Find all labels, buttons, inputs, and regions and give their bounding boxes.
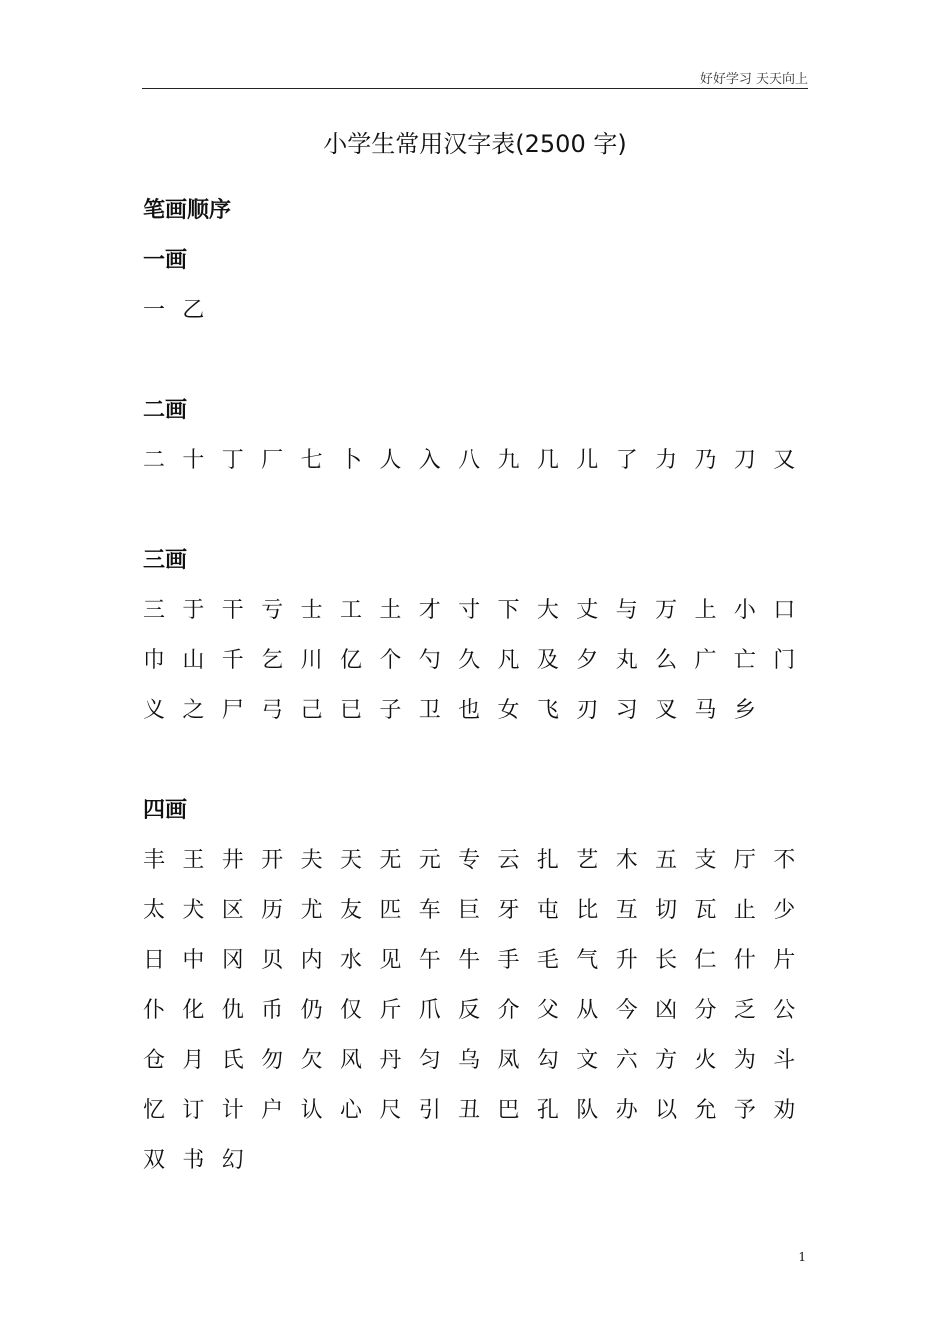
stroke-group (143, 236, 813, 336)
character: 二 (143, 448, 166, 473)
character: 凶 (655, 998, 678, 1023)
character: 书 (182, 1148, 205, 1173)
character: 大 (536, 598, 559, 623)
character: 广 (694, 648, 717, 673)
character: 片 (773, 948, 796, 973)
character: 友 (339, 898, 362, 923)
character: 贝 (261, 948, 284, 973)
character: 个 (379, 648, 402, 673)
character: 刀 (733, 448, 756, 473)
character: 犬 (182, 898, 205, 923)
character: 女 (497, 698, 520, 723)
character: 幻 (221, 1148, 244, 1173)
character: 公 (773, 998, 796, 1023)
character: 云 (497, 848, 520, 873)
character: 币 (261, 998, 284, 1023)
group-heading: 三画 (143, 548, 188, 573)
character: 火 (694, 1048, 717, 1073)
character: 支 (694, 848, 717, 873)
character: 什 (733, 948, 756, 973)
character: 九 (497, 448, 520, 473)
character: 午 (418, 948, 441, 973)
char-row (143, 836, 813, 886)
character: 元 (418, 848, 441, 873)
character: 升 (615, 948, 638, 973)
character: 仓 (143, 1048, 166, 1073)
character: 巾 (143, 648, 166, 673)
character: 习 (615, 698, 638, 723)
character: 予 (733, 1098, 756, 1123)
character: 忆 (143, 1098, 166, 1123)
character: 专 (458, 848, 481, 873)
char-row (143, 936, 813, 986)
character: 为 (733, 1048, 756, 1073)
document-body (143, 186, 813, 1236)
character: 儿 (576, 448, 599, 473)
stroke-group (143, 386, 813, 486)
character: 已 (339, 698, 362, 723)
character: 瓦 (694, 898, 717, 923)
character: 仁 (694, 948, 717, 973)
character: 扎 (536, 848, 559, 873)
character: 入 (418, 448, 441, 473)
char-row (143, 1036, 813, 1086)
character: 仆 (143, 998, 166, 1023)
character: 气 (576, 948, 599, 973)
character: 几 (536, 448, 559, 473)
character: 亿 (339, 648, 362, 673)
character: 丰 (143, 848, 166, 873)
section-heading: 笔画顺序 (143, 198, 232, 223)
character: 止 (733, 898, 756, 923)
character: 八 (458, 448, 481, 473)
character: 欠 (300, 1048, 323, 1073)
character: 人 (379, 448, 402, 473)
character: 乏 (733, 998, 756, 1023)
char-row (143, 436, 813, 486)
character: 叉 (655, 698, 678, 723)
character: 尤 (300, 898, 323, 923)
character: 从 (576, 998, 599, 1023)
page-number: 1 (798, 1250, 806, 1264)
character: 匹 (379, 898, 402, 923)
character: 仍 (300, 998, 323, 1023)
character: 山 (182, 648, 205, 673)
character: 七 (300, 448, 323, 473)
character: 办 (615, 1098, 638, 1123)
character: 手 (497, 948, 520, 973)
character: 开 (261, 848, 284, 873)
character: 刃 (576, 698, 599, 723)
character: 王 (182, 848, 205, 873)
character: 不 (773, 848, 796, 873)
character: 认 (300, 1098, 323, 1123)
character: 凡 (497, 648, 520, 673)
char-row (143, 686, 813, 736)
character: 介 (497, 998, 520, 1023)
character: 于 (182, 598, 205, 623)
char-row (143, 1086, 813, 1136)
character: 久 (458, 648, 481, 673)
character: 万 (655, 598, 678, 623)
character: 冈 (221, 948, 244, 973)
character: 亏 (261, 598, 284, 623)
character: 文 (576, 1048, 599, 1073)
character: 长 (655, 948, 678, 973)
character: 斗 (773, 1048, 796, 1073)
character: 才 (418, 598, 441, 623)
group-heading: 四画 (143, 798, 188, 823)
character: 又 (773, 448, 796, 473)
character: 力 (655, 448, 678, 473)
stroke-group (143, 536, 813, 736)
character: 队 (576, 1098, 599, 1123)
character: 卫 (418, 698, 441, 723)
character: 巴 (497, 1098, 520, 1123)
char-row (143, 586, 813, 636)
character: 丹 (379, 1048, 402, 1073)
character: 丑 (458, 1098, 481, 1123)
character: 井 (221, 848, 244, 873)
character: 乙 (182, 298, 205, 323)
character: 千 (221, 648, 244, 673)
character: 计 (221, 1098, 244, 1123)
character: 互 (615, 898, 638, 923)
character: 乞 (261, 648, 284, 673)
character: 反 (458, 998, 481, 1023)
char-row (143, 1136, 813, 1186)
character: 斤 (379, 998, 402, 1023)
character: 勾 (536, 1048, 559, 1073)
character: 化 (182, 998, 205, 1023)
character: 匀 (418, 1048, 441, 1073)
character: 尸 (221, 698, 244, 723)
character: 乡 (733, 698, 756, 723)
character: 士 (300, 598, 323, 623)
character: 勿 (261, 1048, 284, 1073)
character: 凤 (497, 1048, 520, 1073)
character: 乃 (694, 448, 717, 473)
character: 下 (497, 598, 520, 623)
character: 寸 (458, 598, 481, 623)
character: 牛 (458, 948, 481, 973)
character: 与 (615, 598, 638, 623)
character: 亡 (733, 648, 756, 673)
group-heading: 一画 (143, 248, 188, 273)
character: 毛 (536, 948, 559, 973)
character: 么 (655, 648, 678, 673)
character: 十 (182, 448, 205, 473)
character: 户 (261, 1098, 284, 1123)
stroke-group (143, 786, 813, 1186)
character: 及 (536, 648, 559, 673)
header-text: 好好学习 天天向上 (699, 72, 808, 87)
character: 氏 (221, 1048, 244, 1073)
character: 仇 (221, 998, 244, 1023)
character: 乌 (458, 1048, 481, 1073)
character: 见 (379, 948, 402, 973)
character: 勺 (418, 648, 441, 673)
character: 巨 (458, 898, 481, 923)
character: 夫 (300, 848, 323, 873)
character: 上 (694, 598, 717, 623)
char-row (143, 986, 813, 1036)
character: 工 (339, 598, 362, 623)
character: 日 (143, 948, 166, 973)
character: 心 (339, 1098, 362, 1123)
character: 艺 (576, 848, 599, 873)
char-row (143, 636, 813, 686)
character: 方 (655, 1048, 678, 1073)
character: 风 (339, 1048, 362, 1073)
character: 了 (615, 448, 638, 473)
character: 小 (733, 598, 756, 623)
character: 天 (339, 848, 362, 873)
character: 孔 (536, 1098, 559, 1123)
character: 一 (143, 298, 166, 323)
character: 丸 (615, 648, 638, 673)
character: 己 (300, 698, 323, 723)
character: 历 (261, 898, 284, 923)
document-title: 小学生常用汉字表(2500 字) (323, 130, 627, 158)
character: 六 (615, 1048, 638, 1073)
character: 分 (694, 998, 717, 1023)
character: 丈 (576, 598, 599, 623)
character: 尺 (379, 1098, 402, 1123)
char-row (143, 886, 813, 936)
character: 义 (143, 698, 166, 723)
character: 之 (182, 698, 205, 723)
character: 父 (536, 998, 559, 1023)
character: 中 (182, 948, 205, 973)
character: 夕 (576, 648, 599, 673)
character: 弓 (261, 698, 284, 723)
stroke-groups (143, 236, 813, 1186)
character: 爪 (418, 998, 441, 1023)
group-heading: 二画 (143, 398, 188, 423)
character: 卜 (339, 448, 362, 473)
character: 马 (694, 698, 717, 723)
character: 今 (615, 998, 638, 1023)
character: 干 (221, 598, 244, 623)
character: 五 (655, 848, 678, 873)
header-rule (142, 88, 808, 89)
character: 牙 (497, 898, 520, 923)
character: 太 (143, 898, 166, 923)
character: 水 (339, 948, 362, 973)
character: 双 (143, 1148, 166, 1173)
character: 少 (773, 898, 796, 923)
character: 三 (143, 598, 166, 623)
char-row (143, 286, 813, 336)
character: 厂 (261, 448, 284, 473)
character: 切 (655, 898, 678, 923)
character: 内 (300, 948, 323, 973)
character: 子 (379, 698, 402, 723)
character: 引 (418, 1098, 441, 1123)
character: 车 (418, 898, 441, 923)
character: 土 (379, 598, 402, 623)
character: 允 (694, 1098, 717, 1123)
character: 以 (655, 1098, 678, 1123)
character: 无 (379, 848, 402, 873)
character: 丁 (221, 448, 244, 473)
character: 门 (773, 648, 796, 673)
character: 劝 (773, 1098, 796, 1123)
character: 口 (773, 598, 796, 623)
character: 仅 (339, 998, 362, 1023)
character: 屯 (536, 898, 559, 923)
character: 订 (182, 1098, 205, 1123)
character: 川 (300, 648, 323, 673)
character: 厅 (733, 848, 756, 873)
character: 飞 (536, 698, 559, 723)
character: 木 (615, 848, 638, 873)
character: 区 (221, 898, 244, 923)
character: 比 (576, 898, 599, 923)
character: 月 (182, 1048, 205, 1073)
character: 也 (458, 698, 481, 723)
